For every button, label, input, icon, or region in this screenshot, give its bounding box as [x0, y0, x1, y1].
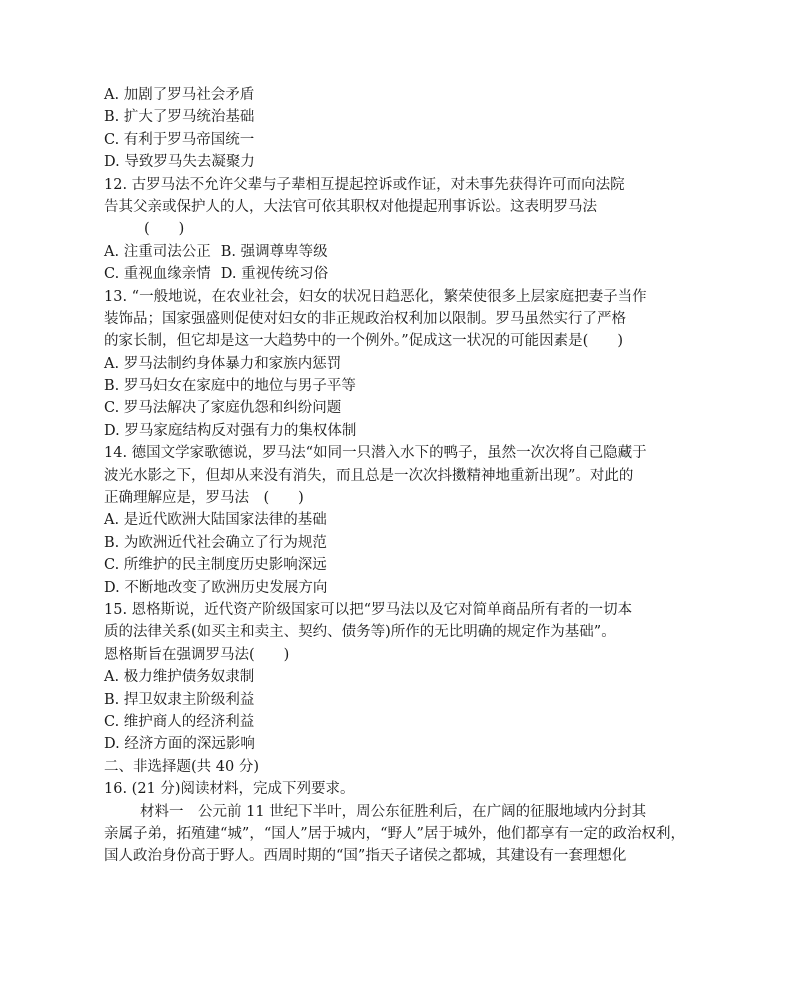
section-2-heading: 二、非选择题(共 40 分)	[104, 758, 259, 775]
q13-stem-line-1: 13. “一般地说，在农业社会，妇女的状况日趋恶化，繁荣使很多上层家庭把妻子当作	[104, 288, 647, 305]
question-16	[104, 778, 692, 868]
q16-material-line-2: 亲属子弟，拓殖建“城”，“国人”居于城内，“野人”居于城外，他们都享有一定的政治权利，	[104, 825, 685, 842]
q12-stem-line-2: 告其父亲或保护人的人，大法官可依其职权对他提起刑事诉讼。这表明罗马法	[104, 198, 597, 215]
q12-option-c: C. 重视血缘亲情	[104, 266, 211, 283]
question-13	[104, 286, 692, 443]
q12-options-row-1	[104, 241, 692, 263]
q13-stem-line-2: 装饰品；国家强盛则促使对妇女的非正规政治权利加以限制。罗马虽然实行了严格	[104, 310, 626, 327]
q11-option-b: B. 扩大了罗马统治基础	[104, 109, 255, 126]
q15-option-b: B. 捍卫奴隶主阶级利益	[104, 691, 255, 708]
q14-stem-line-2: 波光水影之下，但却从来没有消失，而且总是一次次抖擞精神地重新出现”。对此的	[104, 467, 634, 484]
q11-option-a: A. 加剧了罗马社会矛盾	[104, 87, 255, 103]
q12-stem-line-1: 12. 古罗马法不允许父辈与子辈相互提起控诉或作证，对未事先获得许可而向法院	[104, 176, 625, 193]
question-12	[104, 174, 692, 286]
q14-option-b: B. 为欧洲近代社会确立了行为规范	[104, 534, 327, 551]
q11-option-c: C. 有利于罗马帝国统一	[104, 131, 255, 148]
q15-stem-line-2: 质的法律关系(如买主和卖主、契约、债务等)所作的无比明确的规定作为基础”。	[104, 624, 616, 641]
q16-material-line-3: 国人政治身份高于野人。西周时期的“国”指天子诸侯之都城，其建设有一套理想化	[104, 848, 627, 865]
q15-stem-line-3: 恩格斯旨在强调罗马法( )	[104, 646, 290, 663]
page-content	[104, 84, 692, 868]
q13-option-a: A. 罗马法制约身体暴力和家族内惩罚	[104, 355, 342, 372]
q12-option-b: B. 强调尊卑等级	[220, 243, 328, 260]
q14-stem-line-3: 正确理解应是，罗马法 ( )	[104, 490, 304, 507]
q14-stem-line-1: 14. 德国文学家歌德说，罗马法“如同一只潜入水下的鸭子，虽然一次次将自己隐藏于	[104, 445, 647, 462]
q14-option-c: C. 所维护的民主制度历史影响深远	[104, 557, 327, 574]
q13-stem-line-3: 的家长制，但它却是这一大趋势中的一个例外。”促成这一状况的可能因素是( )	[104, 333, 623, 350]
q11-option-d: D. 导致罗马失去凝聚力	[104, 154, 255, 171]
q16-material-line-1: 材料一 公元前 11 世纪下半叶，周公东征胜利后，在广阔的征服地域内分封其	[140, 803, 647, 820]
q15-stem-line-1: 15. 恩格斯说，近代资产阶级国家可以把“罗马法以及它对简单商品所有者的一切本	[104, 601, 633, 618]
q15-option-a: A. 极力维护债务奴隶制	[104, 669, 255, 686]
question-15	[104, 599, 692, 756]
q12-answer-bracket: ( )	[144, 221, 185, 238]
question-11-options	[104, 84, 692, 174]
q13-option-b: B. 罗马妇女在家庭中的地位与男子平等	[104, 378, 356, 395]
q12-option-d: D. 重视传统习俗	[220, 266, 329, 283]
q13-option-d: D. 罗马家庭结构反对强有力的集权体制	[104, 422, 357, 439]
q14-option-d: D. 不断地改变了欧洲历史发展方向	[104, 579, 328, 596]
q13-option-c: C. 罗马法解决了家庭仇怨和纠纷问题	[104, 400, 342, 417]
q14-option-a: A. 是近代欧洲大陆国家法律的基础	[104, 512, 327, 529]
q15-option-d: D. 经济方面的深远影响	[104, 736, 255, 753]
q12-options-row-2	[104, 263, 692, 285]
q16-stem: 16. (21 分)阅读材料，完成下列要求。	[104, 781, 355, 798]
question-14	[104, 442, 692, 599]
q12-option-a: A. 注重司法公正	[104, 243, 211, 260]
q15-option-c: C. 维护商人的经济利益	[104, 713, 255, 730]
